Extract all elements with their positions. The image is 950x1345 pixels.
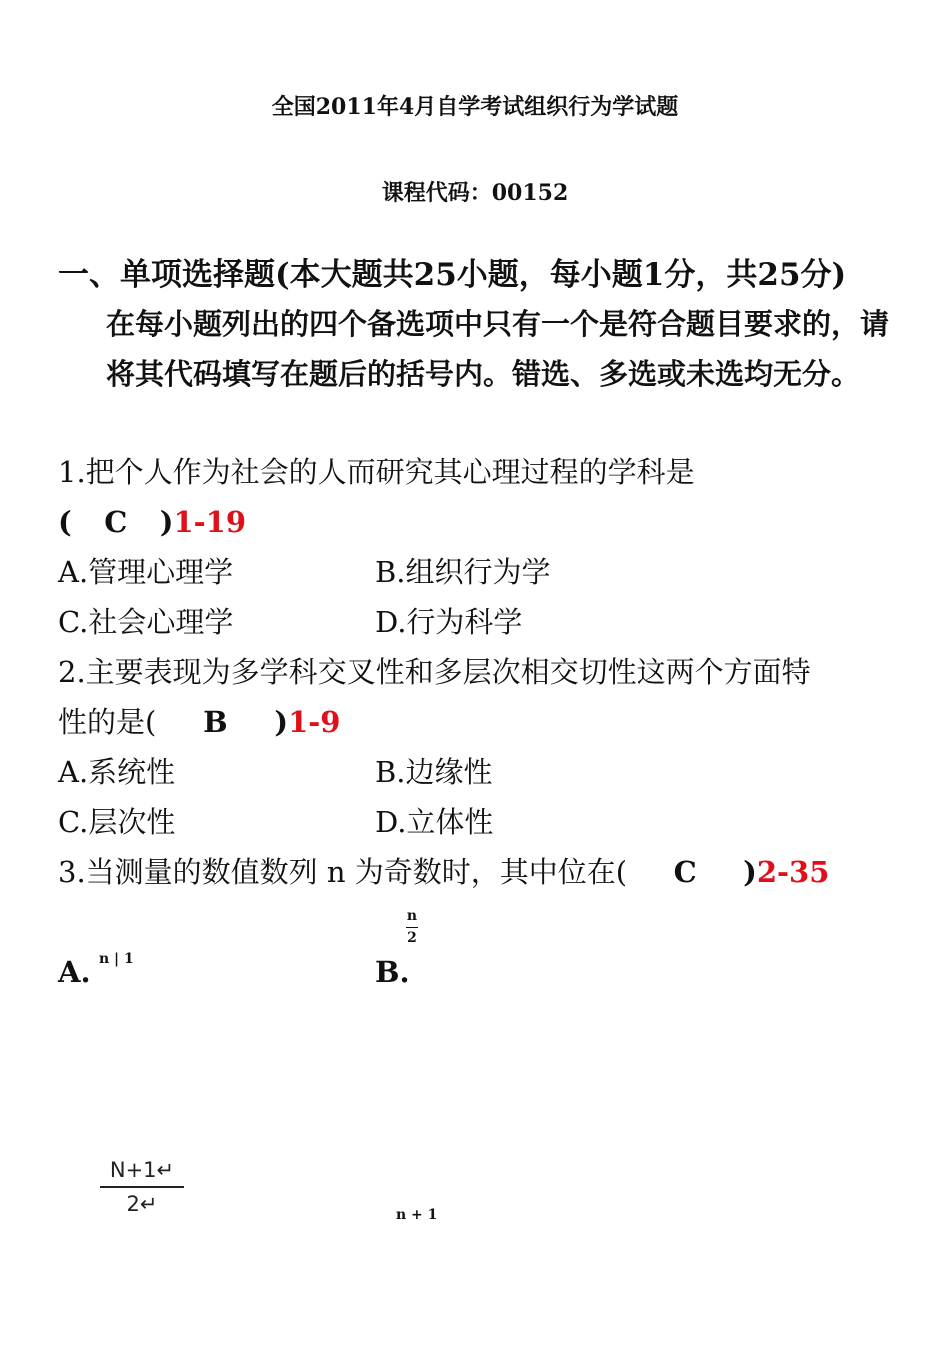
question-2-option-d: D.立体性	[375, 805, 494, 839]
option-d-formula: n + 1	[396, 1207, 438, 1223]
question-1-option-d: D.行为科学	[375, 605, 523, 639]
chapter-ref: 1-19	[173, 505, 247, 539]
denominator: 2	[407, 930, 417, 946]
fraction-bar	[406, 927, 418, 928]
paren-open: (	[58, 505, 72, 539]
question-3-stem: 3.当测量的数值数列 n 为奇数时，其中位在( C )2-35	[58, 847, 829, 897]
question-2-answer-line: 性的是( B )1-9	[58, 697, 340, 747]
question-1-option-c: C.社会心理学	[58, 605, 234, 639]
option-c-fraction-image	[100, 1158, 184, 1216]
question-2-option-b: B.边缘性	[375, 755, 493, 789]
paren-close: )	[743, 855, 757, 889]
answer: C	[673, 855, 697, 889]
chapter-ref: 2-35	[756, 855, 830, 889]
question-1-stem: 1.把个人作为社会的人而研究其心理过程的学科是	[58, 455, 695, 489]
question-2-option-c: C.层次性	[58, 805, 176, 839]
question-1-option-b: B.组织行为学	[375, 555, 551, 589]
denominator: 2↵	[126, 1192, 158, 1216]
paren-close: )	[159, 505, 174, 539]
answer: C	[104, 505, 128, 539]
course-code: 课程代码：00152	[381, 180, 569, 206]
numerator: n	[406, 908, 418, 924]
question-3-option-b	[375, 947, 410, 997]
section-heading: 一、单项选择题(本大题共25小题，每小题1分，共25分)	[58, 257, 847, 293]
question-2-option-a: A.系统性	[58, 755, 176, 789]
question-2-stem: 2.主要表现为多学科交叉性和多层次相交切性这两个方面特	[58, 655, 811, 689]
option-a-formula: n | 1	[99, 951, 134, 967]
numerator: N+1↵	[109, 1158, 175, 1182]
section-instructions: 在每小题列出的四个备选项中只有一个是符合题目要求的，请将其代码填写在题后的括号内。错选、多选或未选均无分。	[106, 307, 890, 391]
fraction-bar	[100, 1186, 184, 1188]
option-label: B.	[375, 955, 410, 989]
chapter-ref: 1-9	[288, 705, 341, 739]
question-3-option-a	[58, 947, 91, 997]
answer: B	[203, 705, 228, 739]
paren-close: )	[274, 705, 289, 739]
question-1-answer-line	[58, 497, 246, 547]
option-label: A.	[58, 955, 91, 989]
question-1-option-a: A.管理心理学	[58, 555, 234, 589]
option-b-fraction	[406, 908, 418, 947]
document-title: 全国2011年4月自学考试组织行为学试题	[271, 94, 679, 120]
